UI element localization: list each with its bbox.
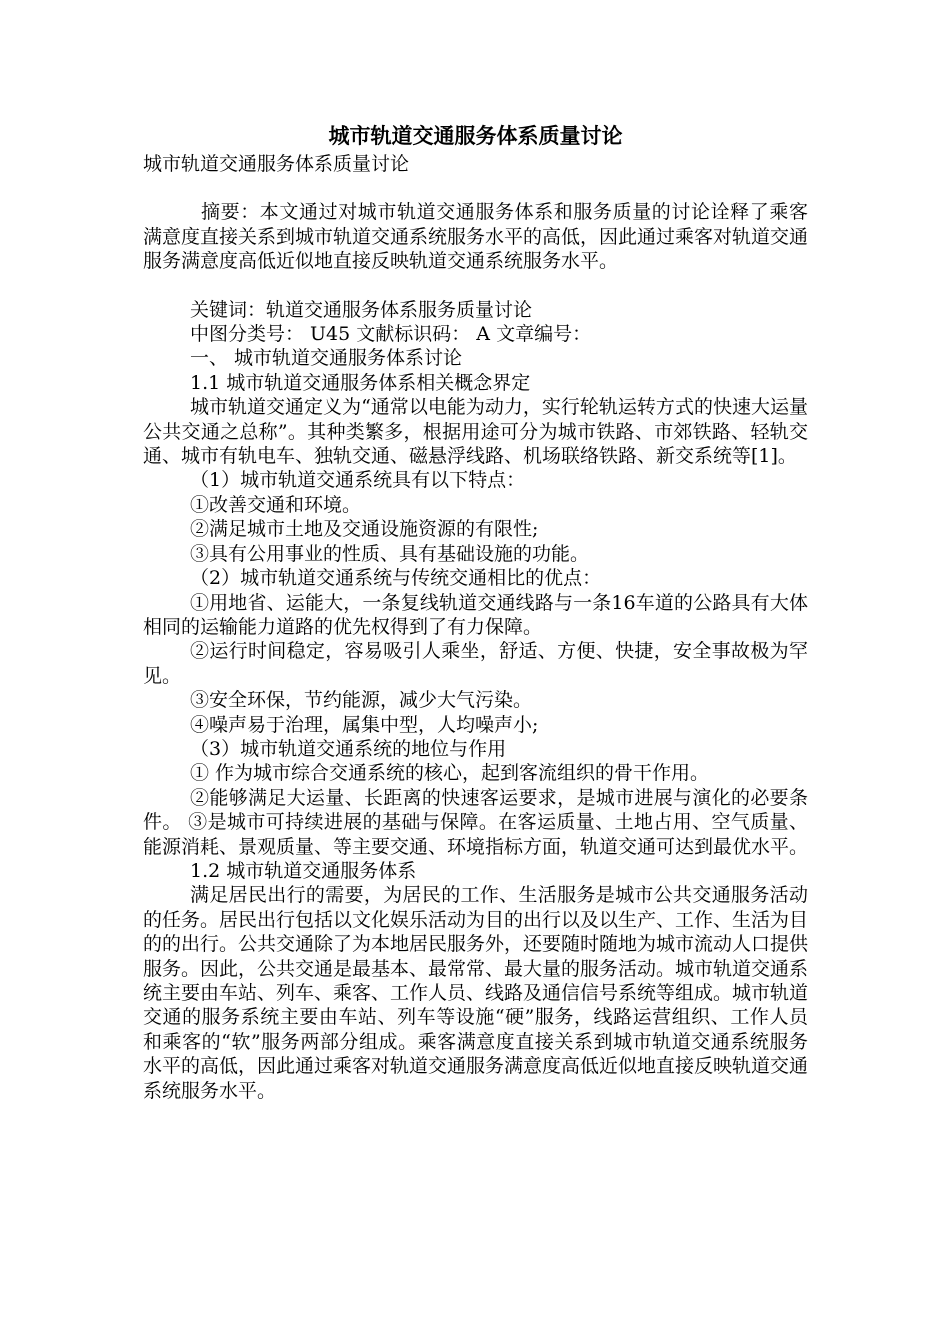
section-heading-1-1: 1.1 城市轨道交通服务体系相关概念界定 (190, 371, 531, 394)
document-title: 城市轨道交通服务体系质量讨论 (328, 123, 623, 148)
abstract-paragraph: 摘要：本文通过对城市轨道交通服务体系和服务质量的讨论诠释了乘客满意度直接关系到城市轨道交通系统服务水平的高低，因此通过乘客对轨道交通服务满意度高低近似地直接反映轨道交通系统服务水平。 (143, 201, 809, 273)
document-page (143, 120, 808, 1103)
list-heading: （1）城市轨道交通系统具有以下特点： (190, 469, 526, 492)
classification-line: 中图分类号： U45 文献标识码： A 文章编号： (190, 323, 592, 346)
list-item: ②满足城市土地及交通设施资源的有限性; (190, 518, 539, 541)
keywords-line: 关键词：轨道交通服务体系服务质量讨论 (190, 298, 533, 321)
list-item: ③具有公用事业的性质、具有基础设施的功能。 (190, 542, 590, 565)
list-item: ②能够满足大运量、长距离的快速客运要求，是城市进展与演化的必要条件。 ③是城市可持续进展的基础与保障。在客运质量、土地占用、空气质量、能源消耗、景观质量、等主要交通、环境指标方面，轨道交通可达到最优水平。 (143, 786, 809, 858)
list-item: ②运行时间稳定，容易吸引人乘坐，舒适、方便、快捷，安全事故极为罕见。 (143, 640, 808, 687)
list-heading: （2）城市轨道交通系统与传统交通相比的优点： (190, 567, 602, 590)
spacer (143, 176, 808, 200)
section-heading-1: 一、 城市轨道交通服务体系讨论 (190, 347, 463, 370)
list-item: ④噪声易于治理，属集中型，人均噪声小; (190, 713, 539, 736)
list-item: ①改善交通和环境。 (190, 493, 362, 516)
document-subtitle: 城市轨道交通服务体系质量讨论 (143, 153, 410, 175)
body-paragraph: 城市轨道交通定义为“通常以电能为动力，实行轮轨运转方式的快速大运量公共交通之总称”。其种类繁多，根据用途可分为城市铁路、市郊铁路、轻轨交通、城市有轨电车、独轨交通、磁悬浮线路、机场联络铁路、新交系统等[1]。 (143, 396, 808, 468)
spacer (143, 274, 808, 298)
list-item: ③安全环保，节约能源，减少大气污染。 (190, 689, 533, 712)
section-heading-1-2: 1.2 城市轨道交通服务体系 (190, 859, 417, 882)
list-item: ① 作为城市综合交通系统的核心，起到客流组织的骨干作用。 (190, 762, 710, 785)
list-item: ①用地省、运能大，一条复线轨道交通线路与一条16车道的公路具有大体相同的运输能力道路的优先权得到了有力保障。 (143, 591, 808, 638)
list-heading: （3）城市轨道交通系统的地位与作用 (190, 737, 507, 760)
body-paragraph: 满足居民出行的需要，为居民的工作、生活服务是城市公共交通服务活动的任务。居民出行包括以文化娱乐活动为目的出行以及以生产、工作、生活为目的的出行。公共交通除了为本地居民服务外，还要随时随地为城市流动人口提供服务。因此，公共交通是最基本、最常常、最大量的服务活动。城市轨道交通系统主要由车站、列车、乘客、工作人员、线路及通信信号系统等组成。城市轨道交通的服务系统主要由车站、列车等设施“硬”服务，线路运营组织、工作人员和乘客的“软”服务两部分组成。乘客满意度直接关系到城市轨道交通系统服务水平的高低，因此通过乘客对轨道交通服务满意度高低近似地直接反映轨道交通系统服务水平。 (143, 884, 809, 1102)
